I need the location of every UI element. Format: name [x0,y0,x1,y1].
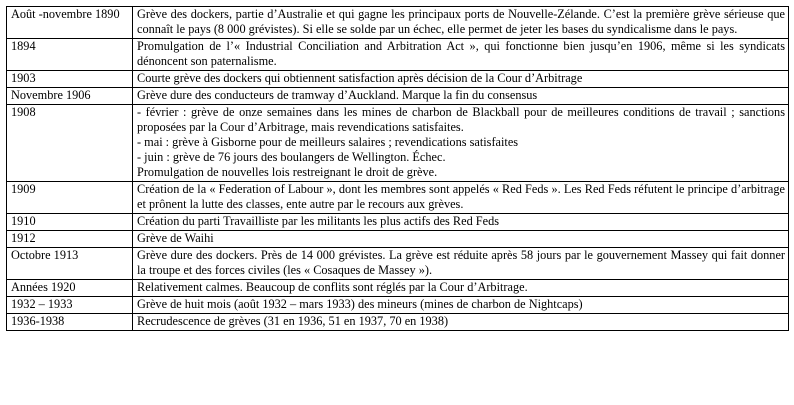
strikes-timeline-table [6,6,789,331]
event-cell [133,214,789,231]
event-cell [133,297,789,314]
table-row [7,7,789,39]
date-cell: 1936-1938 [7,314,133,331]
event-cell [133,248,789,280]
date-cell: Août -novembre 1890 [7,7,133,39]
date-cell: 1912 [7,231,133,248]
table-row [7,314,789,331]
date-cell: Octobre 1913 [7,248,133,280]
date-cell: 1908 [7,105,133,182]
date-cell: Années 1920 [7,280,133,297]
date-cell: 1903 [7,71,133,88]
table-row [7,105,789,182]
table-row [7,182,789,214]
event-cell [133,231,789,248]
event-text: Courte grève des dockers qui obtiennent satisfaction après décision de la Cour d’Arbitrage [137,71,583,85]
date-cell: 1910 [7,214,133,231]
document-page [6,6,789,331]
table-row [7,231,789,248]
table-body [7,7,789,331]
date-cell: 1932 – 1933 [7,297,133,314]
event-text: Grève dure des conducteurs de tramway d’Auckland. Marque la fin du consensus [137,88,538,102]
event-cell [133,7,789,39]
table-row [7,297,789,314]
event-cell [133,71,789,88]
table-row [7,88,789,105]
table-row [7,248,789,280]
event-text: - juin : grève de 76 jours des boulangers de Wellington. Échec. [137,150,446,164]
event-text: Grève de huit mois (août 1932 – mars 1933) des mineurs (mines de charbon de Nightcaps) [137,297,583,311]
event-cell [133,105,789,182]
event-text: Création de la « Federation of Labour », dont les membres sont appelés « Red Feds ». Les Red Feds réfutent le principe d’arbitrage et prônent la lutte des classes, ente autre par le recours aux grèves. [137,182,785,211]
event-text: Promulgation de l’« Industrial Conciliation and Arbitration Act », qui fonctionne bien jusqu’en 1906, même si les syndicats dénoncent son paternalisme. [137,39,785,68]
event-cell [133,88,789,105]
table-row [7,71,789,88]
event-text: Grève dure des dockers. Près de 14 000 grévistes. La grève est réduite après 58 jours par le gouvernement Massey qui fait donner la troupe et des forces civiles (les « Cosaques de Massey »). [137,248,785,277]
event-text: Relativement calmes. Beaucoup de conflits sont réglés par la Cour d’Arbitrage. [137,280,528,294]
table-row [7,39,789,71]
date-cell: 1909 [7,182,133,214]
event-text: Création du parti Travailliste par les militants les plus actifs des Red Feds [137,214,500,228]
table-row [7,280,789,297]
event-text: Grève de Waihi [137,231,214,245]
event-cell [133,280,789,297]
event-cell [133,182,789,214]
date-cell: 1894 [7,39,133,71]
event-text: - février : grève de onze semaines dans les mines de charbon de Blackball pour de meilleures conditions de travail ; sanctions proposées par la Cour d’Arbitrage, mais revendications satisfaites. [137,105,785,134]
event-text: - mai : grève à Gisborne pour de meilleurs salaires ; revendications satisfaites [137,135,519,149]
event-cell [133,39,789,71]
event-text: Grève des dockers, partie d’Australie et qui gagne les principaux ports de Nouvelle-Zélande. C’est la première grève sérieuse que connaît le pays (8 000 grévistes). Si elle se solde par un échec, elle permet de jeter les bases du syndicalisme dans le pays. [137,7,785,36]
event-text: Promulgation de nouvelles lois restreignant le droit de grève. [137,165,438,179]
date-cell: Novembre 1906 [7,88,133,105]
event-cell [133,314,789,331]
table-row [7,214,789,231]
event-text: Recrudescence de grèves (31 en 1936, 51 en 1937, 70 en 1938) [137,314,449,328]
